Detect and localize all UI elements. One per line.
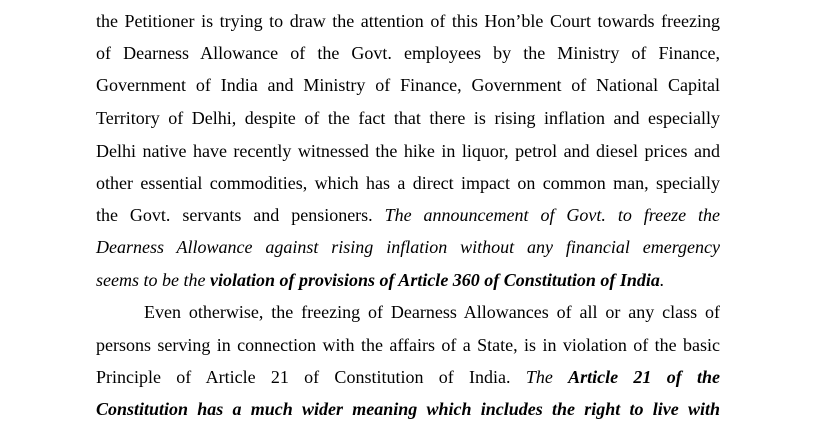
text-line: Constitution has a much wider meaning which includes the right to live with: [96, 399, 720, 419]
text-line: [96, 266, 720, 294]
text-line: Even otherwise, the freezing of Dearness Allowances of all or any class of: [144, 302, 720, 322]
text-line: the Petitioner is trying to draw the attention of this Hon’ble Court towards freezing: [96, 11, 720, 31]
italic-text-span: The: [525, 367, 553, 387]
bold-italic-text-span: violation of provisions of Article 360 of Constitution of India: [209, 270, 660, 290]
text-line: other essential commodities, which has a direct impact on common man, specially: [96, 173, 720, 193]
text-line: persons serving in connection with the affairs of a State, is in violation of the basic: [96, 335, 720, 355]
text-line: Territory of Delhi, despite of the fact that there is rising inflation and especially: [96, 108, 720, 128]
italic-text-span: The announcement of Govt. to freeze the: [384, 205, 720, 225]
text-line: [96, 363, 720, 391]
italic-text-span: seems to be the: [96, 270, 206, 290]
text-line: Delhi native have recently witnessed the hike in liquor, petrol and diesel prices and: [96, 141, 720, 161]
bold-italic-text-span: Article 21 of the: [568, 367, 720, 387]
text-span: the Govt. servants and pensioners.: [96, 205, 373, 225]
text-line: Government of India and Ministry of Finance, Government of National Capital: [96, 75, 720, 95]
text-line: [96, 201, 720, 229]
text-line: of Dearness Allowance of the Govt. employees by the Ministry of Finance,: [96, 43, 720, 63]
italic-text-span: .: [659, 270, 665, 290]
text-line: Dearness Allowance against rising inflation without any financial emergency: [96, 237, 720, 257]
text-span: Principle of Article 21 of Constitution of India.: [96, 367, 511, 387]
